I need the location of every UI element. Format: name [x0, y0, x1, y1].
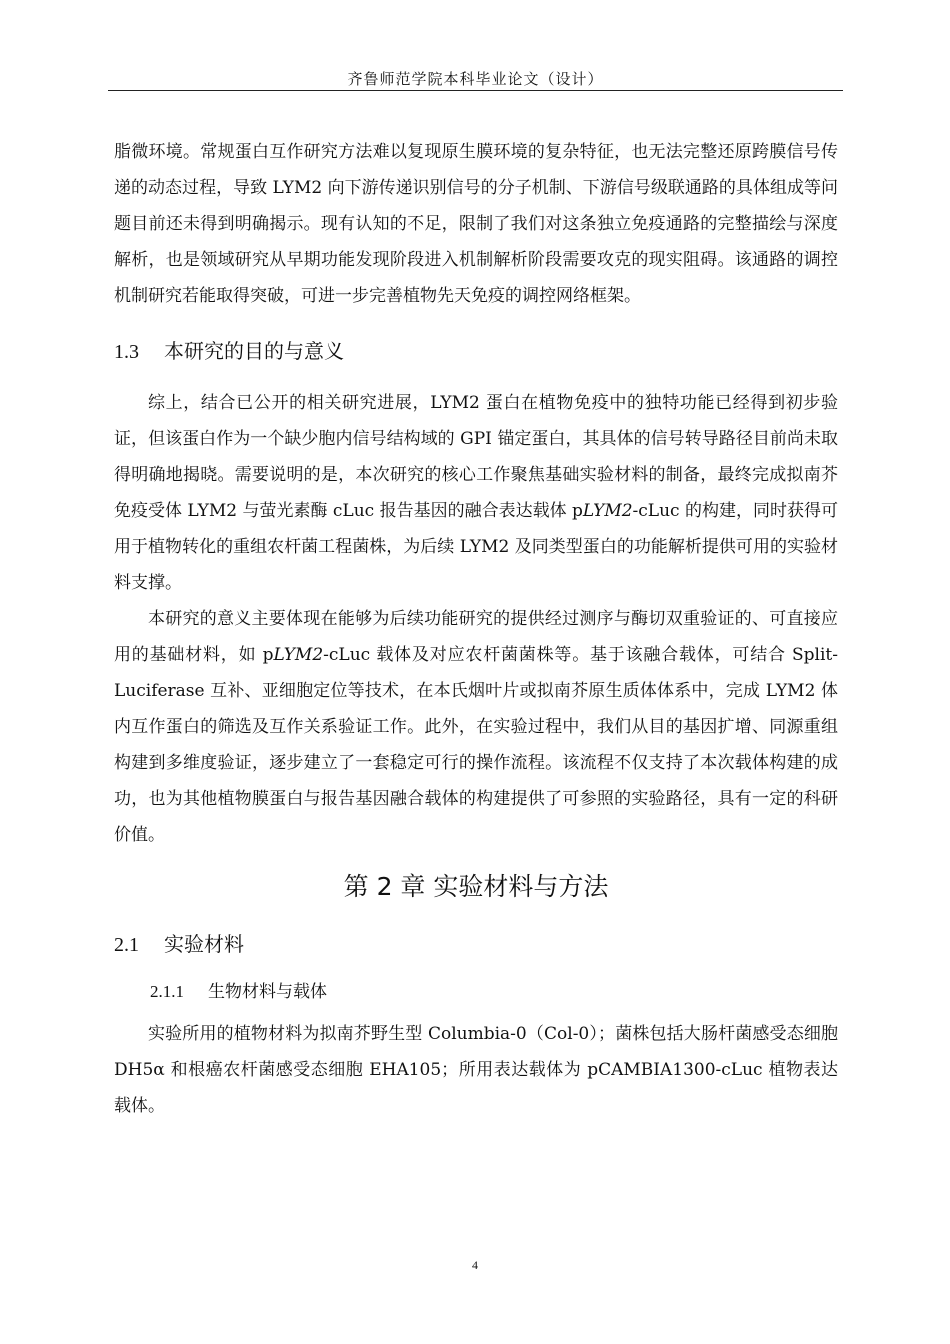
section-heading-2-1: [114, 927, 838, 962]
subsection-number: 2.1.1: [150, 982, 184, 1001]
paragraph: [114, 601, 838, 853]
chapter-heading: 第 2 章 实验材料与方法: [343, 872, 609, 901]
text-run: -cLuc 的构建，同时获得可用于植物转化的重组农杆菌工程菌株，为后续 LYM2 及同类型蛋白的功能解析提供可用的实验材料支撑。: [114, 501, 838, 593]
text-run: -cLuc 载体及对应农杆菌菌株等。基于该融合载体，可结合 Split-Luciferase 互补、亚细胞定位等技术，在本氏烟叶片或拟南芥原生质体体系中，完成 LYM2 体内互作蛋白的筛选及互作关系验证工作。此外，在实验过程中，我们从目的基因扩增、同源重组构建到多维度验证，逐步建立了一套稳定可行的操作流程。该流程不仅支持了本次载体构建的成功，也为其他植物膜蛋白与报告基因融合载体的构建提供了可参照的实验路径，具有一定的科研价值。: [114, 645, 838, 845]
text-run: 本研究的意义主要体现在能够为后续功能研究的提供经过测序与酶切双重验证的、可直接应用的基础材料，如 p: [114, 609, 838, 665]
paragraph: [114, 385, 838, 601]
gene-name: LYM2: [582, 501, 633, 521]
text-run: 综上，结合已公开的相关研究进展，LYM2 蛋白在植物免疫中的独特功能已经得到初步验证，但该蛋白作为一个缺少胞内信号结构域的 GPI 锚定蛋白，其具体的信号转导路径目前尚未取得明确地揭晓。需要说明的是，本次研究的核心工作聚焦基础实验材料的制备，最终完成拟南芥免疫受体 LYM2 与萤光素酶 cLuc 报告基因的融合表达载体 p: [114, 393, 838, 521]
page-number: 4: [472, 1258, 478, 1272]
header-rule: [108, 90, 843, 91]
section-title: 实验材料: [164, 932, 244, 956]
running-header: 齐鲁师范学院本科毕业论文（设计）: [347, 70, 604, 88]
subsection-heading-2-1-1: [150, 978, 838, 1006]
section-heading-1-3: [114, 334, 838, 369]
section-number: 2.1: [114, 934, 139, 956]
paragraph: 实验所用的植物材料为拟南芥野生型 Columbia-0（Col-0）；菌株包括大肠杆菌感受态细胞 DH5α 和根癌农杆菌感受态细胞 EHA105；所用表达载体为 pCAMBIA1300-cLuc 植物表达载体。: [114, 1024, 838, 1116]
paragraph: 脂微环境。常规蛋白互作研究方法难以复现原生膜环境的复杂特征，也无法完整还原跨膜信号传递的动态过程，导致 LYM2 向下游传递识别信号的分子机制、下游信号级联通路的具体组成等问题目前还未得到明确揭示。现有认知的不足，限制了我们对这条独立免疫通路的完整描绘与深度解析，也是领域研究从早期功能发现阶段进入机制解析阶段需要攻克的现实阻碍。该通路的调控机制研究若能取得突破，可进一步完善植物先天免疫的调控网络框架。: [114, 142, 838, 306]
page-body: [114, 134, 838, 1124]
gene-name: LYM2: [273, 645, 324, 665]
subsection-title: 生物材料与载体: [208, 982, 327, 1002]
section-number: 1.3: [114, 341, 139, 363]
section-title: 本研究的目的与意义: [164, 339, 344, 363]
